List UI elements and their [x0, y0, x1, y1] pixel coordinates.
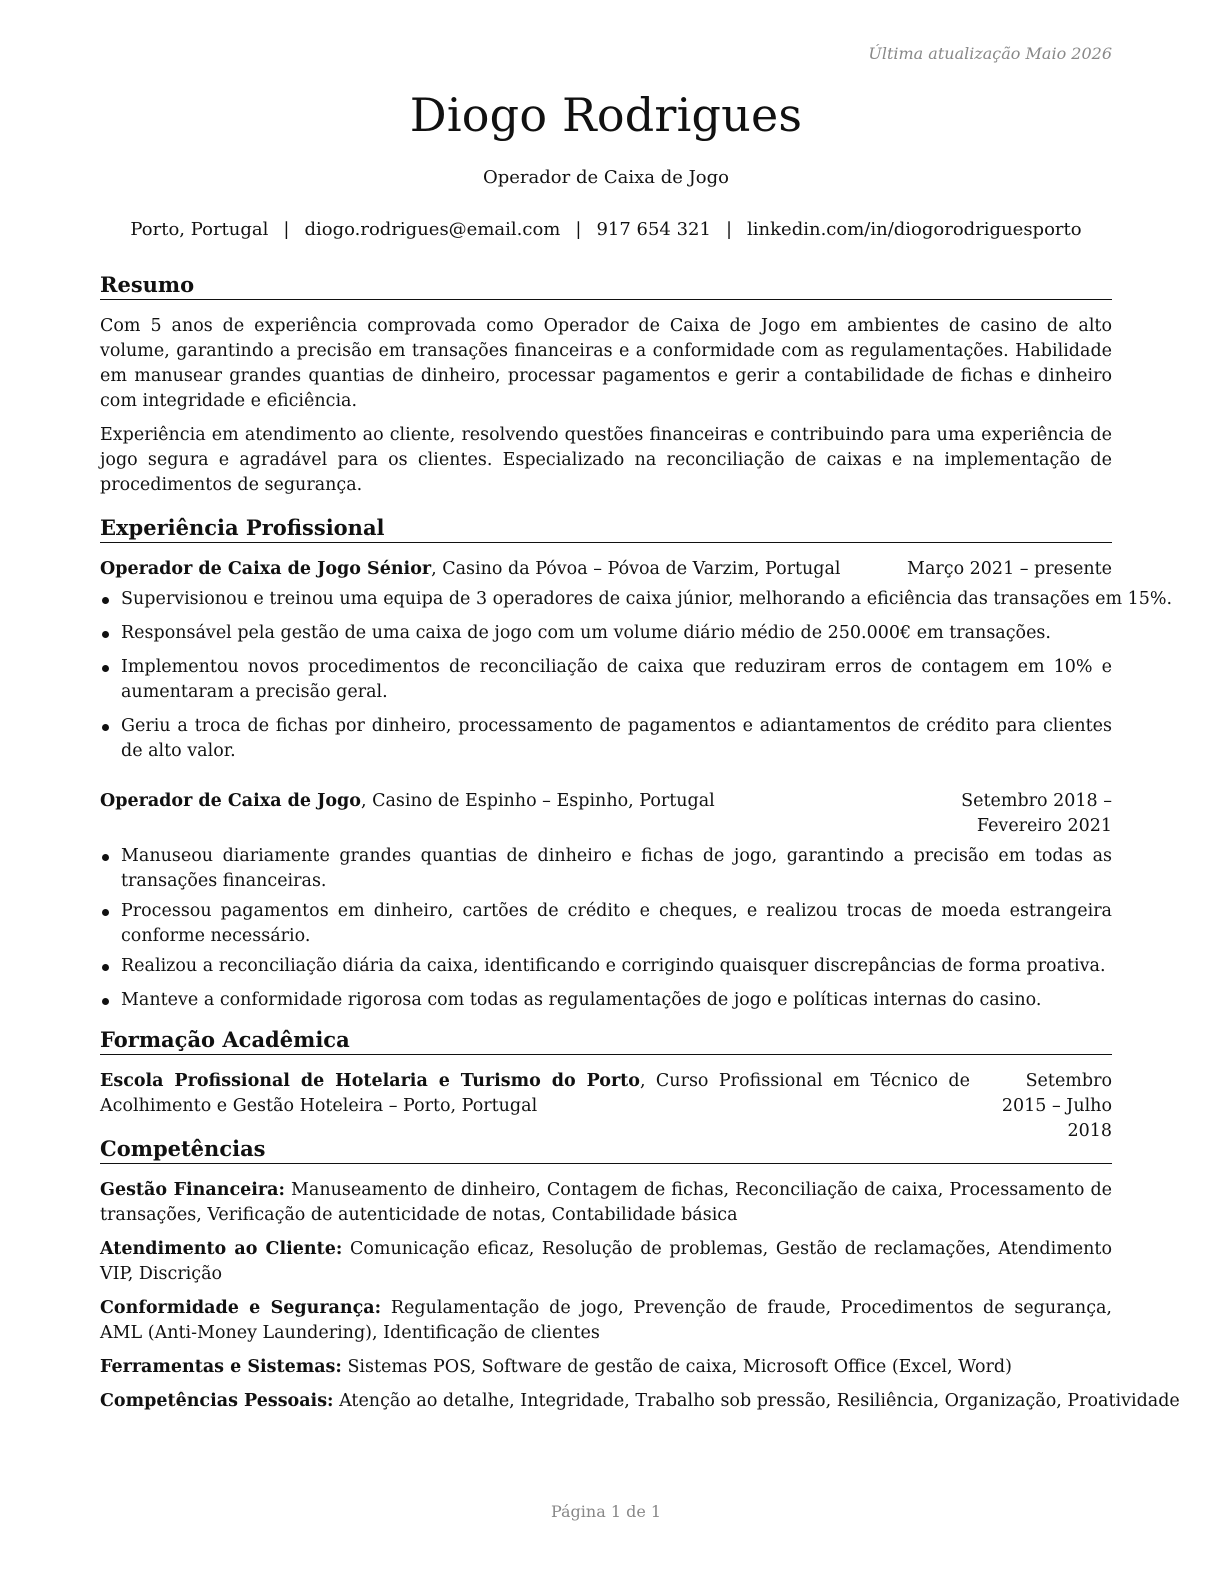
job-bullets [100, 587, 1173, 764]
job-dates: Março 2021 – presente [907, 559, 1112, 579]
job-dates: Setembro 2018 – Fevereiro 2021 [961, 791, 1112, 836]
job-role: Operador de Caixa de Jogo Sénior [100, 559, 432, 579]
skill-label: Conformidade e Segurança: [100, 1298, 382, 1318]
candidate-title: Operador de Caixa de Jogo [482, 167, 730, 188]
bullet-dot [102, 998, 109, 1005]
bullet-dot [102, 597, 109, 604]
job-entry [100, 557, 1173, 764]
skill-label: Gestão Financeira: [100, 1180, 285, 1200]
bullet-text: Responsável pela gestão de uma caixa de jogo com um volume diário médio de 250.000€ em transações. [121, 623, 1051, 643]
job-bullets [100, 844, 1112, 1013]
skill-text: Regulamentação de jogo, Prevenção de fraude, Procedimentos de segurança, AML (Anti-Money Laundering), Identificação de clientes [100, 1298, 1112, 1343]
bullet-text: Realizou a reconciliação diária da caixa, identificando e corrigindo quaisquer discrepâncias de forma proativa. [121, 956, 1106, 976]
bullet-item [100, 655, 1112, 705]
job-place: , Casino de Espinho – Espinho, Portugal [360, 791, 715, 811]
contact-separator: | [725, 219, 733, 240]
skills-section [100, 1135, 1180, 1414]
bullet-dot [102, 909, 109, 916]
skill-row [100, 1389, 1180, 1414]
bullet-text: Geriu a troca de fichas por dinheiro, processamento de pagamentos e adiantamentos de crédito para clientes de alto valor. [121, 716, 1112, 761]
skill-text: Sistemas POS, Software de gestão de caixa, Microsoft Office (Excel, Word) [341, 1357, 1012, 1377]
candidate-name: Diogo Rodrigues [409, 88, 803, 142]
job-header [100, 557, 1112, 582]
last-updated: Última atualização Maio 2026 [868, 44, 1112, 63]
job-header [100, 789, 1112, 839]
summary-section [100, 271, 1112, 498]
skill-text: Comunicação eficaz, Resolução de problemas, Gestão de reclamações, Atendimento VIP, Discrição [100, 1239, 1112, 1284]
skill-row [100, 1355, 1112, 1380]
section-heading: Competências [100, 1135, 1112, 1164]
job-title-line [100, 789, 715, 839]
skill-row [100, 1237, 1112, 1287]
page-number: Página 1 de 1 [550, 1502, 662, 1521]
contact-separator: | [575, 219, 582, 240]
job-entry [100, 789, 1112, 1013]
bullet-dot [102, 854, 109, 861]
bullet-item [100, 844, 1112, 894]
summary-paragraph: Com 5 anos de experiência comprovada como Operador de Caixa de Jogo em ambientes de casino de alto volume, garantindo a precisão em transações financeiras e a conformidade com as regulamentações. Habilidade em manusear grandes quantias de dinheiro, processar pagamentos e gerir a contabilidade de fichas e dinheiro com integridade e eficiência. [100, 316, 1112, 411]
experience-section [100, 514, 1173, 1013]
contact-separator: | [283, 219, 290, 240]
contact-linkedin[interactable]: linkedin.com/in/diogorodriguesporto [747, 219, 1082, 240]
job-place: , Casino da Póvoa – Póvoa de Varzim, Portugal [431, 559, 841, 579]
contact-email[interactable]: diogo.rodrigues@email.com [304, 219, 561, 240]
skill-label: Atendimento ao Cliente: [100, 1239, 343, 1259]
education-section [100, 1026, 1112, 1144]
bullet-item [100, 621, 1112, 646]
bullet-item [100, 587, 1173, 612]
bullet-text: Manuseou diariamente grandes quantias de dinheiro e fichas de jogo, garantindo a precisão em todas as transações financeiras. [121, 846, 1112, 891]
education-dates: Setembro 2015 – Julho 2018 [1001, 1071, 1112, 1141]
education-school: Escola Profissional de Hotelaria e Turismo do Porto [100, 1071, 640, 1091]
contact-line [100, 219, 1112, 240]
skill-row [100, 1296, 1112, 1346]
resume-page [100, 0, 1180, 1584]
education-entry [100, 1069, 1112, 1144]
skill-text: Atenção ao detalhe, Integridade, Trabalho sob pressão, Resiliência, Organização, Proatividade [333, 1391, 1180, 1411]
bullet-item [100, 954, 1112, 979]
section-heading: Resumo [100, 271, 1112, 300]
bullet-dot [102, 964, 109, 971]
bullet-item [100, 714, 1112, 764]
bullet-text: Processou pagamentos em dinheiro, cartões de crédito e cheques, e realizou trocas de moeda estrangeira conforme necessário. [121, 901, 1112, 946]
summary-paragraph: Experiência em atendimento ao cliente, resolvendo questões financeiras e contribuindo para uma experiência de jogo segura e agradável para os clientes. Especializado na reconciliação de caixas e na implementação de procedimentos de segurança. [100, 425, 1112, 495]
bullet-item [100, 899, 1112, 949]
skill-label: Ferramentas e Sistemas: [100, 1357, 342, 1377]
skill-row [100, 1178, 1112, 1228]
bullet-text: Supervisionou e treinou uma equipa de 3 operadores de caixa júnior, melhorando a eficiência das transações em 15%. [121, 589, 1173, 609]
section-heading: Formação Acadêmica [100, 1026, 1112, 1055]
education-title-line [100, 1069, 970, 1144]
job-role: Operador de Caixa de Jogo [100, 791, 361, 811]
contact-location: Porto, Portugal [130, 219, 269, 240]
job-title-line [100, 557, 841, 582]
bullet-dot [102, 631, 109, 638]
bullet-item [100, 988, 1112, 1013]
bullet-text: Implementou novos procedimentos de reconciliação de caixa que reduziram erros de contagem em 10% e aumentaram a precisão geral. [121, 657, 1112, 702]
education-course: , Curso Profissional em Técnico de Acolhimento e Gestão Hoteleira – Porto, Portugal [100, 1071, 970, 1116]
skill-label: Competências Pessoais: [100, 1391, 334, 1411]
bullet-text: Manteve a conformidade rigorosa com todas as regulamentações de jogo e políticas internas do casino. [121, 990, 1042, 1010]
bullet-dot [102, 724, 109, 731]
contact-phone[interactable]: 917 654 321 [596, 219, 711, 240]
bullet-dot [102, 665, 109, 672]
section-heading: Experiência Profissional [100, 514, 1112, 543]
skill-text: Manuseamento de dinheiro, Contagem de fichas, Reconciliação de caixa, Processamento de transações, Verificação de autenticidade de notas, Contabilidade básica [100, 1180, 1113, 1225]
